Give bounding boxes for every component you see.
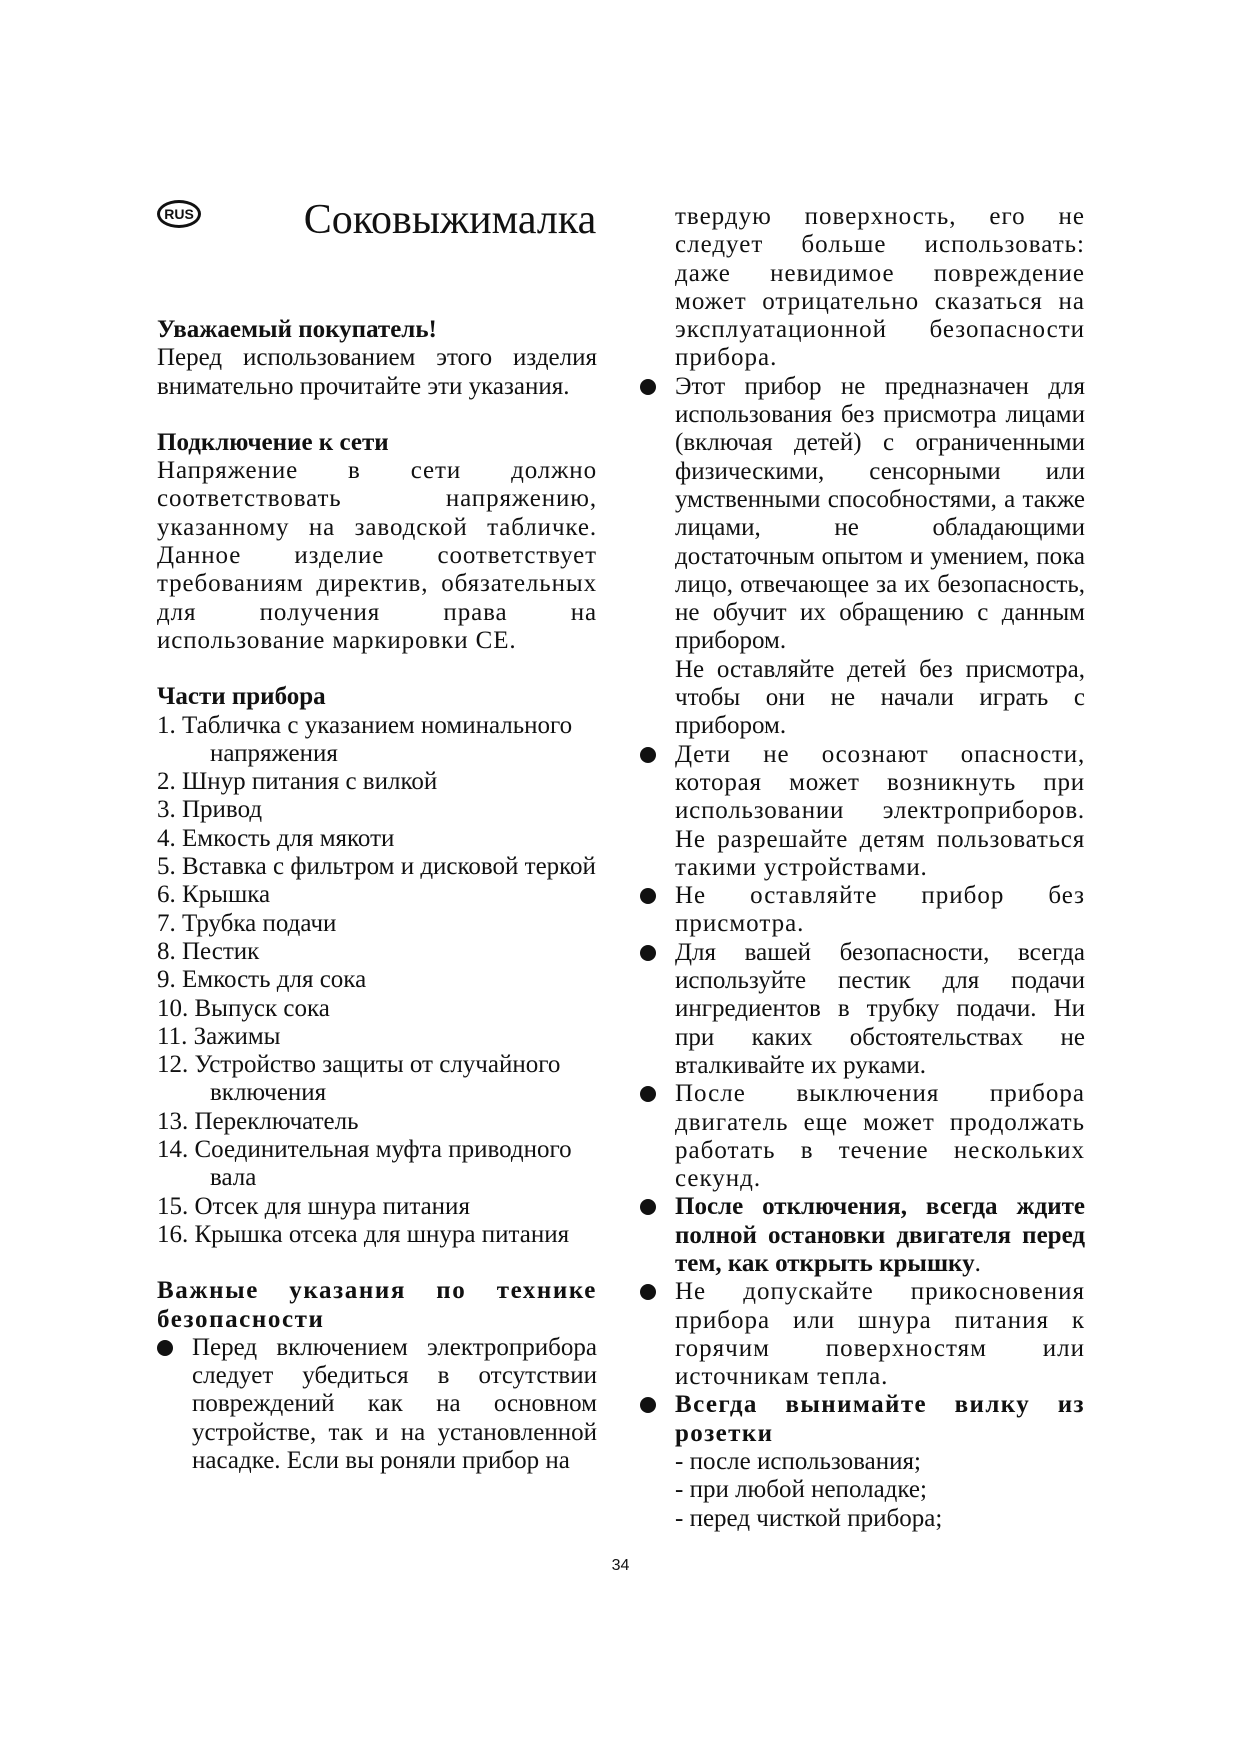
bullet-item-warning: Всегда вынимайте вилку из розетки <box>640 1391 1085 1448</box>
bullet-item: Не допускайте прикосновения прибора или шнура питания к горячим поверхностям или источникам тепла. <box>640 1278 1085 1391</box>
power-heading: Подключение к сети <box>157 428 389 456</box>
bullet-item: Этот прибор не предназначен для использования без присмотра лицами (включая детей) с ограниченными физическими, сенсорными или умственными способностями, а также лицами, не обладающими достаточным опытом и умением, пока лицо, отвечающее за их безопасность, не обучит их обращению с данным прибором. <box>640 373 1085 656</box>
list-item: 6. Крышка <box>157 881 271 909</box>
list-item: 4. Емкость для мякоти <box>157 824 395 852</box>
list-item: 9. Емкость для сока <box>157 966 367 994</box>
bullet-icon <box>157 1340 173 1356</box>
bullet-icon <box>640 888 656 904</box>
bullet-icon <box>640 1086 656 1102</box>
bullet-icon <box>640 1199 656 1215</box>
list-item: 12. Устройство защиты от случайного включения <box>157 1051 561 1107</box>
list-item: - после использования; <box>675 1448 921 1476</box>
bullet-item: Для вашей безопасности, всегда используйте пестик для подачи ингредиентов в трубку подачи. Ни при каких обстоятельствах не вталкивайте их руками. <box>640 939 1085 1080</box>
list-item: 13. Переключатель <box>157 1107 359 1135</box>
bullet-icon <box>640 747 656 763</box>
list-item: 5. Вставка с фильтром и дисковой теркой <box>157 853 596 881</box>
bullet-icon <box>640 379 656 395</box>
parts-list <box>157 712 597 1250</box>
greeting-heading: Уважаемый покупатель! <box>157 316 437 343</box>
left-column <box>157 316 597 1475</box>
bullet-icon <box>640 945 656 961</box>
parts-heading: Части прибора <box>157 683 326 711</box>
bullet-item: После выключения прибора двигатель еще может продолжать работать в течение нескольких секунд. <box>640 1080 1085 1193</box>
continuation-text: твердую поверхность, его не следует больше использовать: даже невидимое повреждение может отрицательно сказаться на эксплуатационной безопасности прибора. <box>675 203 1085 372</box>
list-item: - перед чисткой прибора; <box>675 1504 943 1532</box>
bullet-icon <box>640 1397 656 1413</box>
bullet-item-warning: После отключения, всегда ждите полной остановки двигателя перед тем, как открыть крышку. <box>640 1193 1085 1278</box>
list-item: 10. Выпуск сока <box>157 994 330 1022</box>
list-item: 8. Пестик <box>157 937 260 965</box>
list-item: 3. Привод <box>157 796 263 824</box>
right-column <box>640 203 1085 1533</box>
unplug-cases <box>640 1448 1085 1533</box>
list-item: 14. Соединительная муфта приводного вала <box>157 1136 572 1192</box>
bullet-icon <box>640 1284 656 1300</box>
page-number: 34 <box>611 1557 630 1574</box>
greeting-text: Перед использованием этого изделия внимательно прочитайте эти указания. <box>157 344 597 400</box>
bullet-item: Не оставляйте прибор без присмотра. <box>640 882 1085 939</box>
bullet-item: Дети не осознают опасности, которая может возникнуть при использовании электроприборов. Не разрешайте детям пользоваться такими устройствами. <box>640 741 1085 882</box>
list-item: 15. Отсек для шнура питания <box>157 1192 470 1220</box>
safety-heading: Важные указания по технике безопасности <box>157 1277 597 1333</box>
page-title: Соковыжималка <box>303 197 597 243</box>
bullet-item: Перед включением электроприбора следует убедиться в отсутствии повреждений как на основном устройстве, так и на установленной насадке. Если вы роняли прибор на <box>157 1334 597 1475</box>
list-item: 11. Зажимы <box>157 1022 281 1050</box>
list-item: 7. Трубка подачи <box>157 909 337 937</box>
list-item: 2. Шнур питания с вилкой <box>157 768 438 796</box>
children-note: Не оставляйте детей без присмотра, чтобы они не начали играть с прибором. <box>675 655 1085 740</box>
list-item: 16. Крышка отсека для шнура питания <box>157 1220 570 1248</box>
list-item: 1. Табличка с указанием номинального напряжения <box>157 711 573 767</box>
list-item: - при любой неполадке; <box>675 1476 927 1504</box>
language-badge: RUS <box>157 200 201 228</box>
power-text: Напряжение в сети должно соответствовать напряжению, указанному на заводской табличке. Данное изделие соответствует требованиям директив, обязательных для получения права на использование маркировки CE. <box>157 457 597 654</box>
